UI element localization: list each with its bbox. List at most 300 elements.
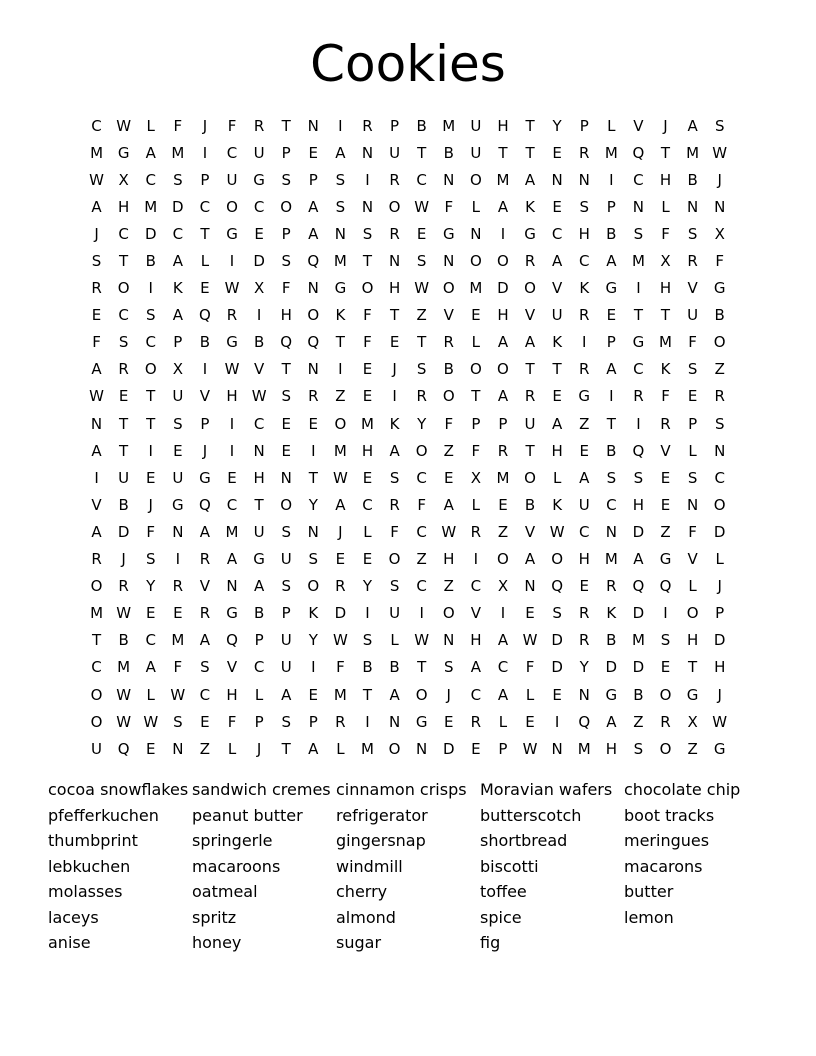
grid-letter: I <box>202 143 208 162</box>
grid-letter: T <box>254 495 264 514</box>
grid-letter: R <box>579 306 590 325</box>
grid-letter: N <box>253 441 265 460</box>
grid-letter: F <box>688 522 697 541</box>
grid-letter: R <box>660 414 671 433</box>
grid-letter: A <box>335 143 346 162</box>
grid-letter: R <box>199 604 211 623</box>
word-list-item: butterscotch <box>480 805 582 825</box>
grid-letter: N <box>578 170 590 189</box>
grid-letter: H <box>686 631 699 650</box>
grid-letter: T <box>471 387 481 406</box>
grid-letter: M <box>144 197 158 216</box>
grid-letter: O <box>469 252 482 271</box>
grid-letter: X <box>687 712 698 731</box>
grid-letter: H <box>388 279 401 298</box>
grid-letter: H <box>226 685 238 704</box>
grid-letter: Q <box>199 306 211 325</box>
grid-letter: P <box>254 712 264 731</box>
grid-letter: A <box>633 550 644 569</box>
grid-letter: U <box>226 170 238 189</box>
grid-letter: E <box>362 387 373 406</box>
grid-letter: I <box>229 414 235 433</box>
grid-letter: I <box>500 604 506 623</box>
grid-letter: O <box>713 495 726 514</box>
grid-letter: U <box>91 739 103 758</box>
grid-row <box>83 546 734 573</box>
word-list-item: thumbprint <box>48 831 138 850</box>
grid-letter: K <box>335 306 346 325</box>
grid-letter: M <box>90 604 104 623</box>
grid-letter: N <box>388 252 401 271</box>
grid-letter: T <box>91 631 102 650</box>
grid-letter: P <box>200 414 210 433</box>
grid-letter: L <box>525 685 535 704</box>
grid-row <box>83 302 734 329</box>
grid-letter: F <box>227 116 237 135</box>
grid-letter: G <box>199 468 211 487</box>
grid-letter: S <box>389 577 400 596</box>
grid-letter: F <box>363 333 372 352</box>
grid-letter: S <box>416 252 427 271</box>
grid-letter: Q <box>307 333 320 352</box>
grid-letter: D <box>551 631 563 650</box>
grid-letter: S <box>416 360 427 379</box>
grid-letter: C <box>91 658 102 677</box>
grid-letter: A <box>91 522 102 541</box>
grid-letter: S <box>687 468 698 487</box>
grid-letter: Y <box>308 631 318 650</box>
grid-letter: C <box>416 170 427 189</box>
grid-letter: C <box>199 685 211 704</box>
grid-letter: J <box>446 685 451 704</box>
grid-row <box>83 654 734 681</box>
grid-letter: J <box>202 441 208 460</box>
word-list-item: sandwich cremes <box>192 780 331 799</box>
grid-letter: G <box>605 279 618 298</box>
grid-letter: R <box>579 360 590 379</box>
grid-letter: C <box>714 468 725 487</box>
grid-letter: E <box>362 550 373 569</box>
grid-letter: R <box>118 577 129 596</box>
grid-letter: T <box>633 306 643 325</box>
grid-letter: T <box>660 306 671 325</box>
word-list-item: gingersnap <box>336 831 426 850</box>
grid-letter: Z <box>443 577 454 596</box>
grid-letter: I <box>392 387 397 406</box>
grid-letter: I <box>148 441 153 460</box>
grid-letter: V <box>470 604 481 623</box>
grid-row <box>83 383 734 410</box>
grid-letter: H <box>578 550 590 569</box>
grid-letter: T <box>660 143 671 162</box>
grid-letter: U <box>172 387 184 406</box>
grid-letter: E <box>145 468 156 487</box>
grid-letter: V <box>687 550 698 569</box>
grid-letter: W <box>712 712 728 731</box>
grid-letter: S <box>444 658 454 677</box>
grid-letter: T <box>525 143 535 162</box>
grid-letter: R <box>497 441 509 460</box>
grid-letter: B <box>416 116 427 135</box>
grid-letter: B <box>633 685 644 704</box>
grid-letter: A <box>91 441 102 460</box>
grid-letter: A <box>524 333 536 352</box>
grid-row <box>83 329 734 356</box>
grid-letter: N <box>686 495 699 514</box>
grid-letter: C <box>416 522 427 541</box>
word-list-item: spice <box>480 907 522 927</box>
grid-letter: R <box>389 224 400 243</box>
page-title: Cookies <box>310 35 506 93</box>
grid-letter: T <box>281 116 291 135</box>
grid-letter: R <box>253 116 265 135</box>
grid-letter: L <box>661 197 670 216</box>
grid-letter: A <box>226 550 238 569</box>
grid-letter: H <box>497 306 509 325</box>
grid-letter: S <box>714 116 725 135</box>
grid-letter: H <box>361 441 374 460</box>
grid-letter: M <box>117 658 131 677</box>
grid-letter: R <box>172 577 184 596</box>
grid-letter: I <box>365 712 370 731</box>
grid-letter: L <box>688 441 697 460</box>
grid-letter: G <box>442 224 455 243</box>
word-list-item: springerle <box>192 831 273 850</box>
grid-letter: A <box>606 252 617 271</box>
grid-letter: K <box>389 414 400 433</box>
grid-letter: A <box>308 197 319 216</box>
grid-letter: R <box>389 495 400 514</box>
grid-letter: R <box>524 252 536 271</box>
grid-letter: S <box>173 414 183 433</box>
word-list-item: pfefferkuchen <box>48 805 159 825</box>
grid-letter: I <box>338 360 343 379</box>
grid-letter: E <box>552 143 562 162</box>
grid-letter: E <box>471 739 481 758</box>
grid-letter: V <box>524 306 536 325</box>
grid-letter: A <box>524 550 536 569</box>
grid-letter: L <box>715 550 724 569</box>
grid-letter: M <box>631 631 645 650</box>
word-list-item: molasses <box>48 882 123 901</box>
grid-letter: E <box>91 306 102 325</box>
grid-letter: T <box>417 333 427 352</box>
grid-letter: P <box>498 414 508 433</box>
grid-letter: N <box>280 468 292 487</box>
grid-letter: J <box>202 116 208 135</box>
grid-letter: C <box>633 170 644 189</box>
grid-letter: C <box>551 224 563 243</box>
grid-letter: N <box>334 224 346 243</box>
grid-letter: N <box>307 116 319 135</box>
grid-letter: S <box>145 306 156 325</box>
grid-letter: D <box>144 224 157 243</box>
grid-letter: F <box>336 658 345 677</box>
grid-letter: K <box>552 495 563 514</box>
word-list-item: cocoa snowflakes <box>48 780 189 799</box>
grid-letter: A <box>497 631 509 650</box>
word-list-item: lemon <box>624 907 674 927</box>
grid-letter: S <box>91 252 102 271</box>
grid-letter: Q <box>199 495 211 514</box>
grid-letter: Z <box>714 360 725 379</box>
grid-letter: M <box>171 143 185 162</box>
grid-letter: Q <box>659 577 672 596</box>
grid-letter: N <box>578 685 590 704</box>
grid-letter: S <box>633 739 644 758</box>
word-list-item: Moravian wafers <box>480 780 613 799</box>
grid-letter: G <box>632 333 645 352</box>
grid-letter: G <box>226 333 238 352</box>
grid-letter: I <box>94 468 99 487</box>
grid-letter: K <box>606 604 617 623</box>
grid-letter: L <box>688 577 697 596</box>
grid-letter: G <box>226 604 238 623</box>
grid-letter: B <box>714 306 725 325</box>
grid-letter: T <box>417 658 427 677</box>
grid-letter: A <box>606 360 617 379</box>
grid-letter: F <box>715 252 725 271</box>
grid-letter: H <box>551 441 563 460</box>
grid-letter: N <box>172 739 184 758</box>
grid-letter: F <box>363 306 372 325</box>
grid-letter: I <box>229 441 235 460</box>
grid-letter: C <box>226 143 238 162</box>
grid-letter: U <box>578 495 590 514</box>
grid-letter: S <box>308 550 319 569</box>
grid-letter: C <box>91 116 102 135</box>
grid-letter: A <box>281 685 292 704</box>
grid-letter: U <box>253 522 265 541</box>
grid-letter: M <box>604 550 618 569</box>
grid-letter: C <box>606 495 617 514</box>
grid-letter: D <box>632 604 645 623</box>
grid-letter: A <box>443 495 454 514</box>
grid-letter: J <box>717 577 722 596</box>
word-list-item: anise <box>48 933 91 952</box>
grid-letter: C <box>253 197 265 216</box>
grid-letter: T <box>525 360 535 379</box>
grid-letter: M <box>333 441 347 460</box>
grid-letter: Y <box>552 116 562 135</box>
grid-letter: B <box>145 252 156 271</box>
grid-letter: T <box>688 658 698 677</box>
grid-letter: E <box>173 604 183 623</box>
grid-letter: S <box>281 252 291 271</box>
grid-letter: S <box>281 387 291 406</box>
grid-letter: Y <box>308 495 318 514</box>
grid-letter: V <box>226 658 238 677</box>
word-list-item: laceys <box>48 907 99 927</box>
grid-letter: M <box>333 252 347 271</box>
grid-letter: L <box>146 685 155 704</box>
grid-letter: S <box>687 224 698 243</box>
grid-letter: U <box>470 116 482 135</box>
grid-letter: X <box>660 252 671 271</box>
grid-letter: R <box>633 387 644 406</box>
word-list-item: cherry <box>336 882 388 901</box>
grid-letter: F <box>390 522 399 541</box>
grid-letter: U <box>172 468 184 487</box>
grid-letter: D <box>551 658 563 677</box>
grid-letter: T <box>335 333 345 352</box>
grid-letter: B <box>389 658 400 677</box>
grid-letter: T <box>146 414 156 433</box>
grid-letter: J <box>717 170 722 189</box>
grid-letter: A <box>91 197 102 216</box>
grid-letter: P <box>606 197 616 216</box>
word-list-item: chocolate chip <box>624 780 741 799</box>
grid-letter: G <box>253 170 265 189</box>
grid-letter: A <box>470 658 481 677</box>
grid-letter: O <box>659 685 672 704</box>
grid-letter: Z <box>416 306 427 325</box>
grid-letter: D <box>632 522 645 541</box>
grid-letter: L <box>363 522 372 541</box>
grid-letter: O <box>713 333 726 352</box>
word-list-item: lebkuchen <box>48 856 131 876</box>
grid-letter: V <box>687 279 698 298</box>
word-list-item: boot tracks <box>624 805 715 825</box>
grid-letter: N <box>443 631 455 650</box>
word-list-item: sugar <box>336 933 382 952</box>
grid-letter: M <box>90 143 104 162</box>
grid-letter: O <box>280 197 293 216</box>
grid-letter: I <box>636 279 641 298</box>
grid-letter: R <box>91 279 102 298</box>
word-list-item: macarons <box>624 856 703 876</box>
grid-letter: V <box>91 495 102 514</box>
grid-letter: F <box>227 712 237 731</box>
grid-letter: I <box>554 712 560 731</box>
grid-letter: E <box>525 712 535 731</box>
grid-letter: Q <box>551 577 564 596</box>
grid-letter: L <box>254 685 264 704</box>
grid-letter: E <box>254 224 264 243</box>
grid-letter: L <box>471 333 481 352</box>
grid-letter: T <box>308 468 318 487</box>
grid-letter: I <box>636 414 641 433</box>
grid-letter: E <box>579 441 589 460</box>
grid-letter: Q <box>632 577 645 596</box>
grid-letter: I <box>365 604 370 623</box>
grid-letter: F <box>661 224 670 243</box>
grid-letter: N <box>361 143 374 162</box>
grid-letter: P <box>281 143 291 162</box>
grid-letter: K <box>552 333 563 352</box>
grid-letter: C <box>145 170 156 189</box>
grid-letter: O <box>90 685 103 704</box>
grid-letter: W <box>712 143 728 162</box>
grid-letter: F <box>444 414 454 433</box>
grid-letter: O <box>226 197 238 216</box>
grid-letter: D <box>713 522 726 541</box>
grid-letter: D <box>172 197 184 216</box>
grid-letter: V <box>443 306 454 325</box>
grid-letter: O <box>524 468 536 487</box>
grid-letter: H <box>659 170 672 189</box>
grid-letter: C <box>416 577 427 596</box>
grid-letter: O <box>388 197 401 216</box>
grid-letter: N <box>714 197 726 216</box>
grid-letter: A <box>335 495 346 514</box>
grid-letter: B <box>687 170 698 189</box>
grid-letter: U <box>280 550 292 569</box>
grid-letter: S <box>281 577 291 596</box>
grid-letter: S <box>362 224 373 243</box>
grid-letter: I <box>663 604 668 623</box>
grid-letter: P <box>498 739 508 758</box>
grid-letter: T <box>552 360 562 379</box>
grid-letter: U <box>551 306 563 325</box>
grid-letter: T <box>146 387 156 406</box>
grid-letter: W <box>170 685 186 704</box>
grid-letter: J <box>392 360 397 379</box>
grid-letter: S <box>687 360 698 379</box>
grid-row <box>83 518 734 545</box>
grid-letter: F <box>417 495 426 514</box>
grid-letter: S <box>362 631 373 650</box>
grid-letter: B <box>443 360 454 379</box>
grid-row <box>83 681 734 708</box>
grid-letter: X <box>714 224 725 243</box>
grid-letter: N <box>524 577 536 596</box>
grid-letter: R <box>335 577 346 596</box>
grid-letter: S <box>145 550 156 569</box>
grid-row <box>83 139 734 166</box>
grid-letter: O <box>686 604 699 623</box>
grid-letter: P <box>606 333 616 352</box>
grid-letter: H <box>497 116 509 135</box>
grid-letter: C <box>416 468 427 487</box>
grid-letter: N <box>443 170 455 189</box>
grid-letter: G <box>172 495 184 514</box>
grid-letter: O <box>659 739 672 758</box>
grid-letter: O <box>361 279 374 298</box>
grid-letter: T <box>281 360 291 379</box>
grid-row <box>83 193 734 220</box>
grid-letter: K <box>579 279 590 298</box>
grid-letter: A <box>579 468 590 487</box>
grid-letter: M <box>659 333 672 352</box>
grid-letter: X <box>497 577 509 596</box>
grid-letter: I <box>365 170 370 189</box>
grid-letter: A <box>145 658 156 677</box>
grid-letter: M <box>361 414 374 433</box>
grid-letter: E <box>416 224 427 243</box>
word-list-item: biscotti <box>480 856 539 876</box>
grid-letter: P <box>281 604 291 623</box>
grid-letter: N <box>686 197 699 216</box>
grid-letter: P <box>281 224 291 243</box>
grid-letter: D <box>605 658 618 677</box>
grid-letter: T <box>119 414 129 433</box>
grid-letter: O <box>497 252 509 271</box>
grid-letter: C <box>145 631 156 650</box>
grid-letter: S <box>660 631 671 650</box>
grid-letter: W <box>116 712 132 731</box>
grid-letter: D <box>253 252 265 271</box>
grid-letter: I <box>609 387 614 406</box>
grid-letter: Q <box>578 712 591 731</box>
grid-letter: X <box>118 170 129 189</box>
grid-letter: Z <box>660 522 671 541</box>
grid-letter: F <box>661 387 670 406</box>
grid-letter: D <box>442 739 455 758</box>
grid-letter: H <box>470 631 482 650</box>
grid-letter: P <box>715 604 725 623</box>
grid-letter: B <box>443 143 454 162</box>
